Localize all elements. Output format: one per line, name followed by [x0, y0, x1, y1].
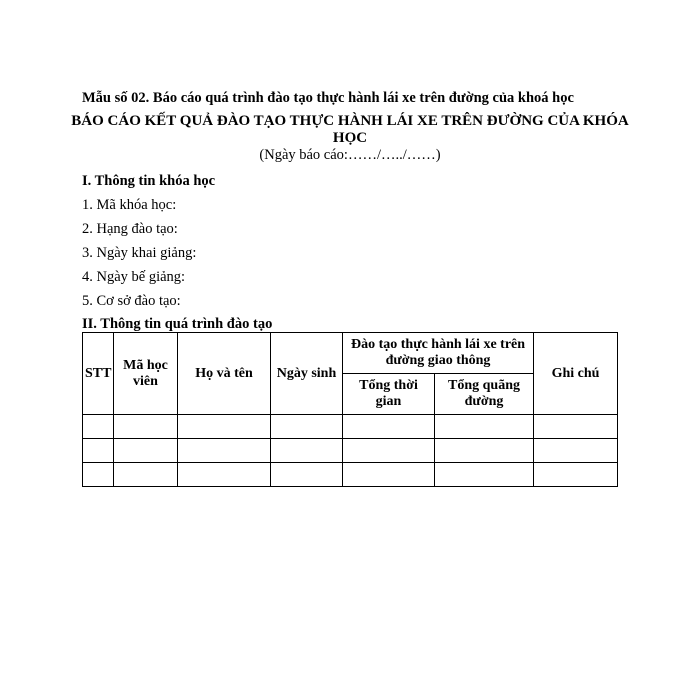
header-stt: STT	[83, 333, 114, 415]
section2-heading: II. Thông tin quá trình đào tạo	[82, 316, 273, 332]
report-date-line: (Ngày báo cáo:……/…../……)	[259, 147, 441, 163]
table-cell	[534, 463, 618, 487]
table-cell	[435, 415, 534, 439]
header-student-code: Mã học viên	[114, 333, 178, 415]
table-cell	[178, 463, 271, 487]
table-row	[83, 439, 618, 463]
field-course-code: 1. Mã khóa học:	[82, 197, 177, 213]
table-cell	[83, 463, 114, 487]
table-cell	[271, 439, 343, 463]
table-row	[83, 415, 618, 439]
table-cell	[343, 439, 435, 463]
training-table	[82, 332, 618, 487]
table-cell	[271, 415, 343, 439]
field-training-facility: 5. Cơ sở đào tạo:	[82, 293, 181, 309]
section1-heading: I. Thông tin khóa học	[82, 173, 216, 189]
table-cell	[114, 439, 178, 463]
field-training-class: 2. Hạng đào tạo:	[82, 221, 178, 237]
header-training-group: Đào tạo thực hành lái xe trên đường giao thông	[343, 333, 534, 374]
table-cell	[343, 415, 435, 439]
table-cell	[114, 463, 178, 487]
table-cell	[534, 415, 618, 439]
table-cell	[435, 463, 534, 487]
report-title: BÁO CÁO KẾT QUẢ ĐÀO TẠO THỰC HÀNH LÁI XE TRÊN ĐƯỜNG CỦA KHÓA HỌC	[71, 113, 629, 146]
table-cell	[178, 415, 271, 439]
table-cell	[435, 439, 534, 463]
table-cell	[178, 439, 271, 463]
table-cell	[83, 439, 114, 463]
table-cell	[534, 439, 618, 463]
table-cell	[83, 415, 114, 439]
table-cell	[114, 415, 178, 439]
header-birth-date: Ngày sinh	[271, 333, 343, 415]
table-cell	[271, 463, 343, 487]
header-full-name: Họ và tên	[178, 333, 271, 415]
form-label: Mẫu số 02. Báo cáo quá trình đào tạo thực hành lái xe trên đường của khoá học	[82, 90, 574, 106]
field-closing-date: 4. Ngày bế giảng:	[82, 269, 186, 285]
table-row	[83, 463, 618, 487]
header-notes: Ghi chú	[534, 333, 618, 415]
table-body	[83, 415, 618, 487]
field-opening-date: 3. Ngày khai giảng:	[82, 245, 197, 261]
table-cell	[343, 463, 435, 487]
header-total-time: Tổng thời gian	[343, 374, 435, 415]
header-total-distance: Tổng quãng đường	[435, 374, 534, 415]
